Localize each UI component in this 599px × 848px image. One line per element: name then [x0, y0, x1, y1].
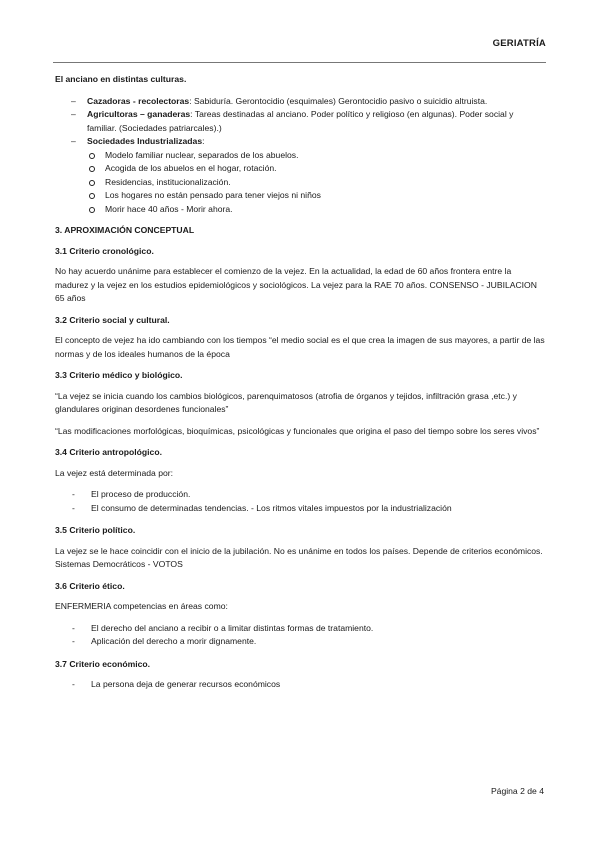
paragraph: La vejez está determinada por:	[55, 467, 173, 478]
list-item-text: :	[202, 136, 205, 146]
list-item	[55, 95, 545, 109]
paragraph: No hay acuerdo unánime para establecer el comienzo de la vejez. En la actualidad, la edad de 60 años frontera entre la madurez y la vejez en los estudios epidemiológicos y sociológicos. La vejez para la RAE 70 años. CONSENSO - JUBILACION 65 años	[55, 266, 537, 303]
page-content	[55, 73, 545, 692]
quote-paragraph: “Las modificaciones morfológicas, bioquímicas, psicológicas y funcionales que origina el paso del tiempo sobre los seres vivos”	[55, 425, 540, 436]
subsection-heading: 3.4 Criterio antropológico.	[55, 447, 162, 457]
subsection-heading: 3.6 Criterio ético.	[55, 580, 125, 591]
paragraph: El concepto de vejez ha ido cambiando con los tiempos “el medio social es el que crea la imagen de sus mayores, a partir de las normas y de los ideales humanos de la época	[55, 335, 545, 359]
subsection-heading: 3.7 Criterio económico.	[55, 658, 151, 669]
list-item-text: : Sabiduría. Gerontocidio (esquimales) Gerontocidio pasivo o suicidio altruista.	[189, 95, 488, 106]
subsection-heading: 3.2 Criterio social y cultural.	[55, 314, 170, 325]
sublist-item: Residencias, institucionalización.	[89, 176, 545, 190]
list-item-text: : Tareas destinadas al anciano. Poder político y religioso (en algunas). Poder social y familiar. (Sociedades patriarcales).)	[87, 109, 514, 133]
section-heading: 3. APROXIMACIÓN CONCEPTUAL	[55, 225, 195, 235]
list-item: - El proceso de producción.	[55, 488, 545, 502]
cultures-list	[55, 95, 545, 149]
sublist-item: Modelo familiar nuclear, separados de los abuelos.	[89, 149, 545, 163]
list-item-label: Cazadoras - recolectoras	[87, 95, 190, 106]
subsection-heading: 3.1 Criterio cronológico.	[55, 245, 154, 256]
list-item: - El derecho del anciano a recibir o a limitar distintas formas de tratamiento.	[55, 622, 545, 636]
quote-paragraph: “La vejez se inicia cuando los cambios biológicos, parenquimatosos (atrofia de órganos y tejidos, infiltración grasa ,etc.) y glandulares originan desordenes funcionales”	[55, 390, 517, 414]
header-divider	[53, 62, 546, 63]
paragraph: ENFERMERIA competencias en áreas como:	[55, 601, 228, 611]
list-item: - Aplicación del derecho a morir dignamente.	[55, 635, 545, 649]
anthropological-list	[55, 488, 545, 515]
subsection-heading: 3.3 Criterio médico y biológico.	[55, 370, 183, 380]
list-item: - La persona deja de generar recursos económicos	[55, 678, 545, 692]
sublist-item: Morir hace 40 años - Morir ahora.	[89, 203, 545, 217]
industrial-sublist	[89, 149, 545, 217]
subsection-heading: 3.5 Criterio político.	[55, 525, 136, 535]
ethical-list	[55, 622, 545, 649]
page-number: Página 2 de 4	[490, 786, 544, 796]
economic-list	[55, 678, 545, 692]
paragraph: La vejez se le hace coincidir con el inicio de la jubilación. No es unánime en todos los países. Depende de criterios económicos. Sistemas Democráticos - VOTOS	[55, 545, 543, 569]
list-item-label: Agricultoras – ganaderas	[87, 109, 191, 119]
list-item: - El consumo de determinadas tendencias. - Los ritmos vitales impuestos por la industrialización	[55, 502, 545, 516]
intro-title: El anciano en distintas culturas.	[55, 74, 187, 84]
list-item	[55, 135, 545, 149]
list-item-label: Sociedades Industrializadas	[87, 136, 203, 146]
header-title: GERIATRÍA	[492, 38, 546, 49]
industrial-sublist-wrap	[55, 149, 545, 217]
list-item	[55, 108, 545, 135]
sublist-item: Acogida de los abuelos en el hogar, rotación.	[89, 162, 545, 176]
sublist-item: Los hogares no están pensado para tener viejos ni niños	[89, 189, 545, 203]
